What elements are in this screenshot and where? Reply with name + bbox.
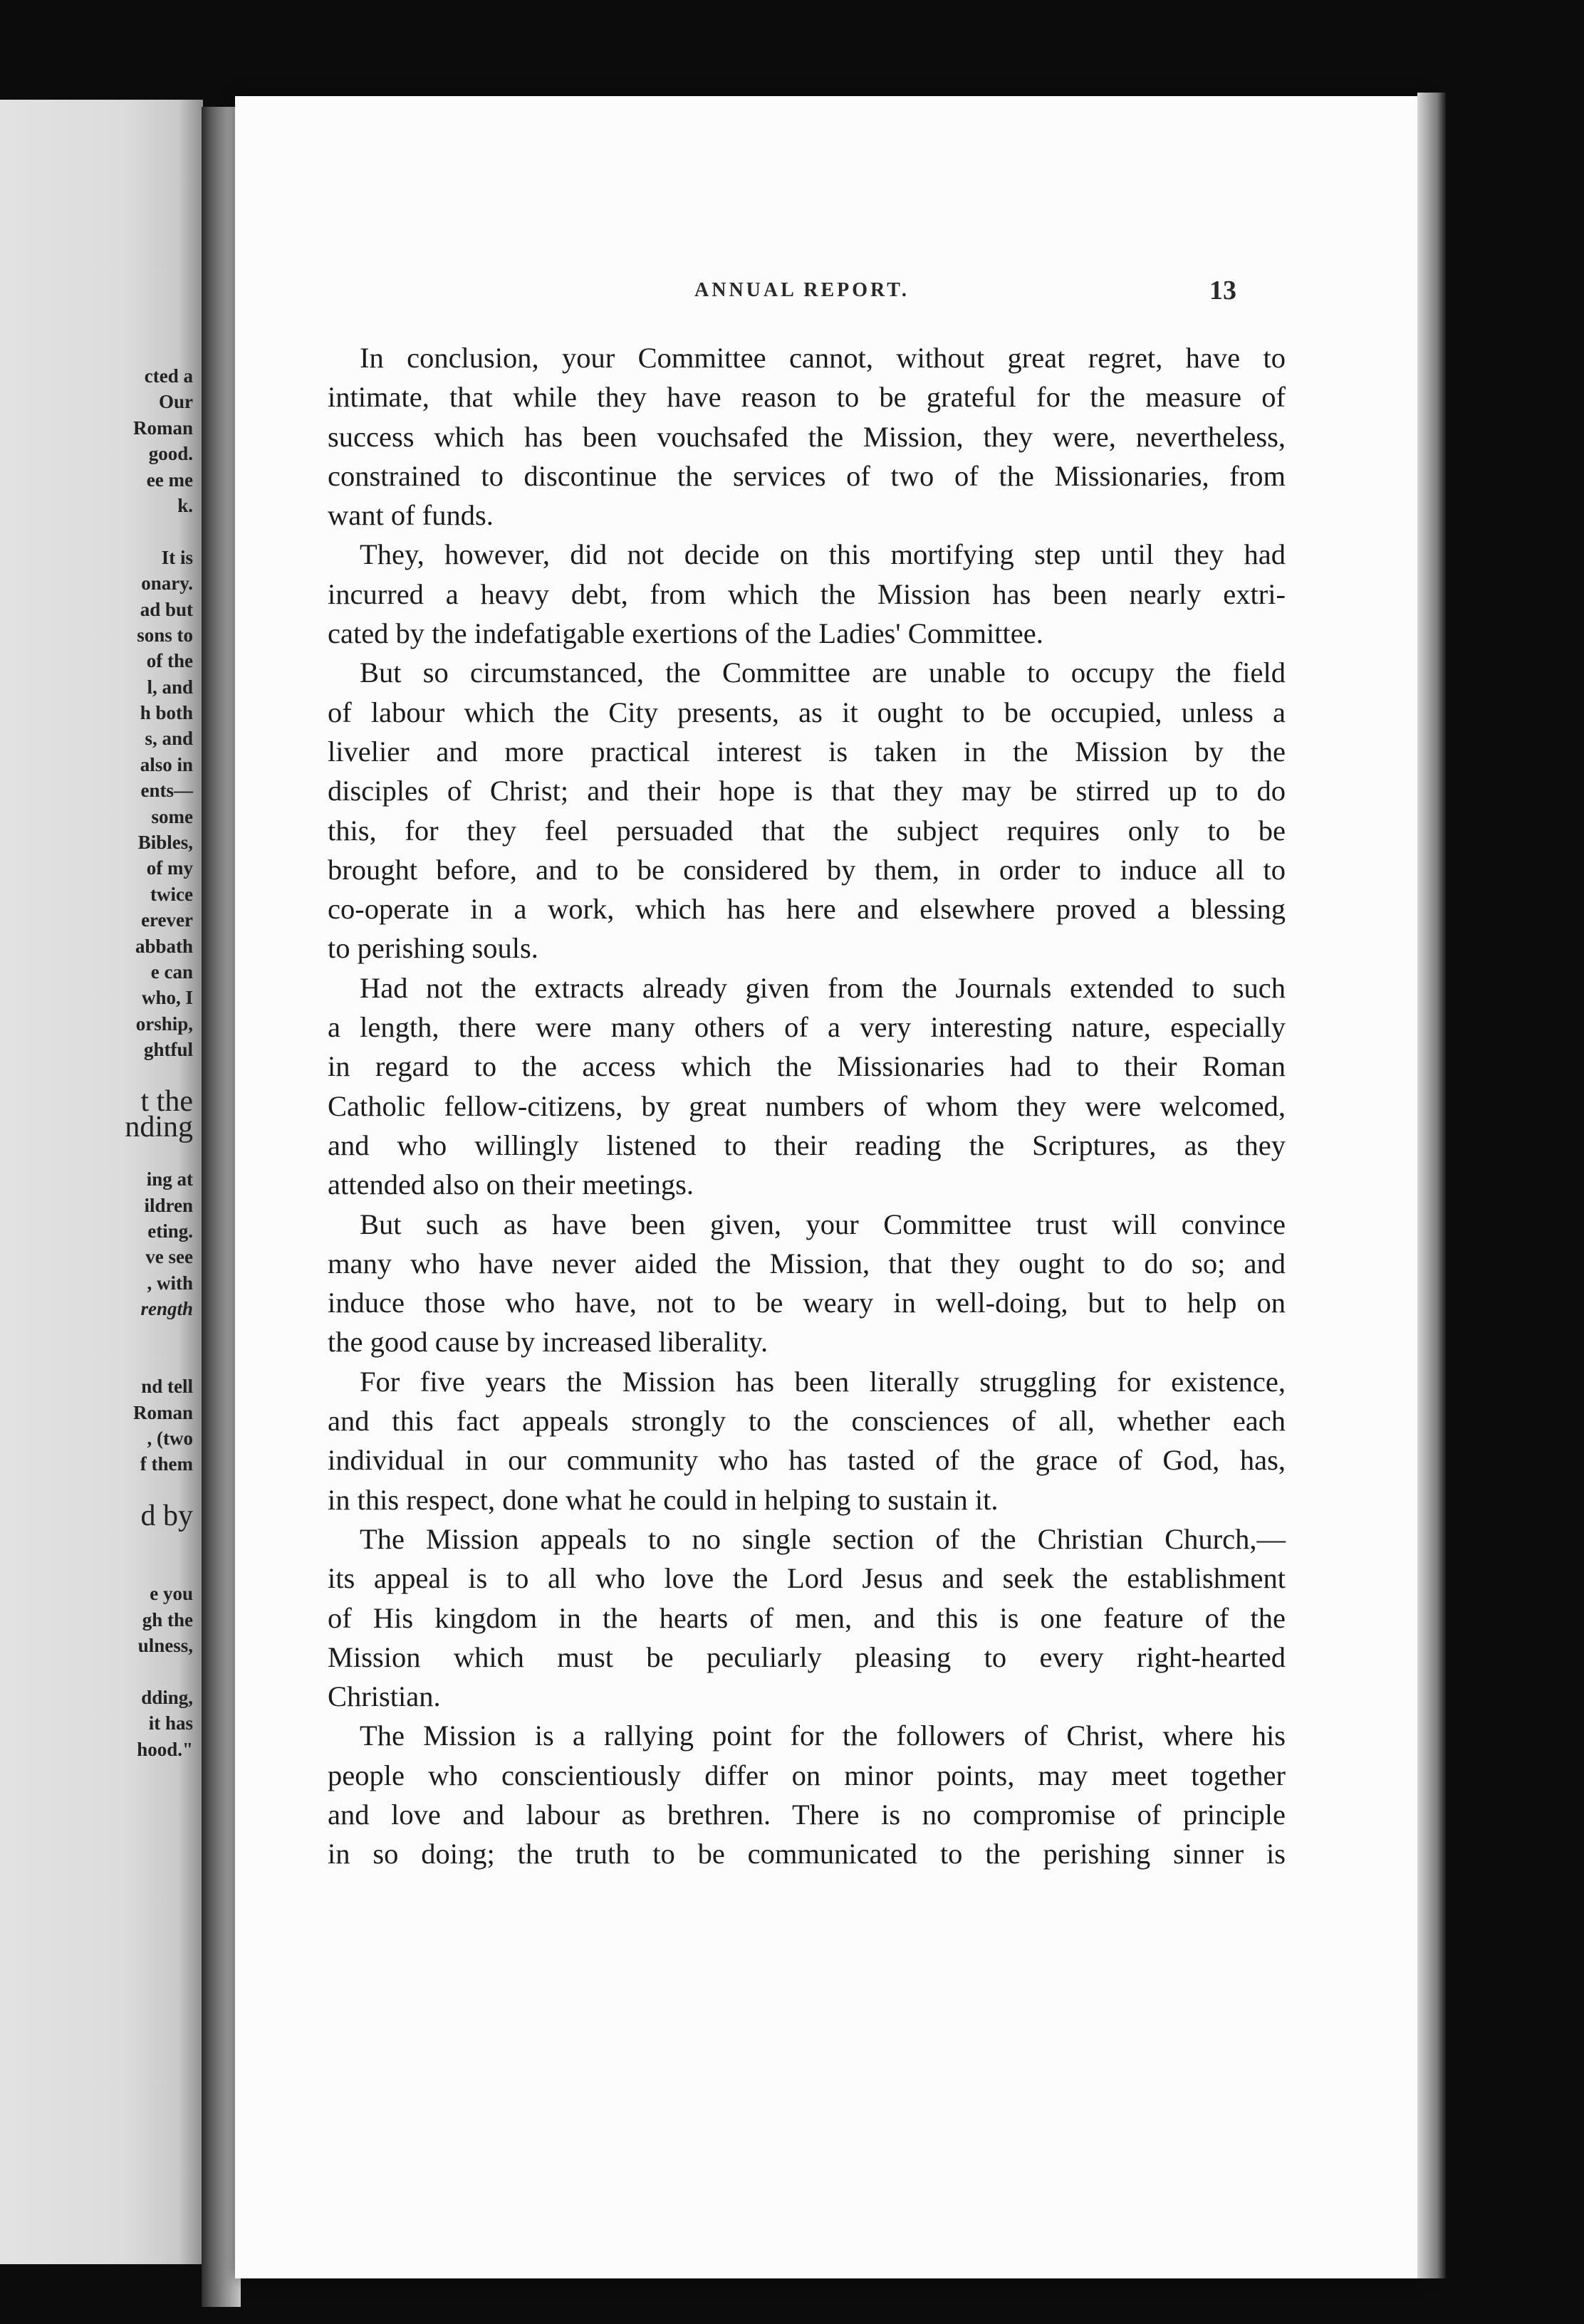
text-line: this, for they feel persuaded that the subject requires only to be bbox=[328, 814, 1286, 847]
text-line: The Mission is a rallying point for the followers of Christ, where his bbox=[360, 1720, 1286, 1752]
previous-page-fragment: orship, bbox=[135, 1012, 193, 1035]
text-line: intimate, that while they have reason to be grateful for the measure of bbox=[328, 381, 1286, 414]
text-line: livelier and more practical interest is taken in the Mission by the bbox=[328, 735, 1286, 768]
text-line: constrained to discontinue the services of two of the Missionaries, from bbox=[328, 459, 1286, 492]
text-line: cated by the indefatigable exertions of the Ladies' Committee. bbox=[328, 617, 1043, 650]
text-line: the good cause by increased liberality. bbox=[328, 1326, 768, 1359]
previous-page-fragment: ents— bbox=[140, 780, 193, 802]
paragraph bbox=[328, 653, 1286, 968]
text-line: and who willingly listened to their reading the Scriptures, as they bbox=[328, 1129, 1286, 1161]
previous-page-fragment: of my bbox=[146, 857, 193, 879]
previous-page-edge bbox=[0, 100, 203, 2264]
page-number: 13 bbox=[1209, 276, 1236, 305]
paragraph bbox=[328, 968, 1286, 1205]
previous-page-fragment: nd tell bbox=[141, 1376, 193, 1398]
text-line: But so circumstanced, the Committee are unable to occupy the field bbox=[360, 656, 1286, 689]
previous-page-fragment: It is bbox=[161, 546, 193, 568]
previous-page-fragment: cted a bbox=[144, 365, 193, 387]
text-line: a length, there were many others of a very interesting nature, especially bbox=[328, 1011, 1286, 1044]
previous-page-fragment: ghtful bbox=[143, 1039, 193, 1061]
previous-page-fragment: gh the bbox=[142, 1608, 193, 1631]
text-line: and love and labour as brethren. There is no compromise of principle bbox=[328, 1798, 1286, 1831]
paragraph bbox=[328, 1205, 1286, 1362]
previous-page-fragment: , (two bbox=[147, 1428, 193, 1450]
previous-page-fragment: twice bbox=[150, 883, 193, 905]
text-line: of His kingdom in the hearts of men, and this is one feature of the bbox=[328, 1601, 1286, 1634]
text-line: people who conscientiously differ on minor points, may meet together bbox=[328, 1759, 1286, 1791]
previous-page-fragment: d by bbox=[140, 1499, 193, 1533]
previous-page-fragment: nding bbox=[125, 1111, 193, 1144]
text-line: and this fact appeals strongly to the consciences of all, whether each bbox=[328, 1405, 1286, 1438]
text-line: in regard to the access which the Missionaries had to their Roman bbox=[328, 1050, 1286, 1083]
previous-page-fragment: hood." bbox=[137, 1738, 193, 1760]
previous-page-fragment: eting. bbox=[147, 1220, 193, 1242]
previous-page-fragment: dding, bbox=[141, 1686, 193, 1708]
previous-page-fragment: also in bbox=[140, 753, 193, 775]
paragraph bbox=[328, 1716, 1286, 1873]
previous-page-fragment: e can bbox=[150, 961, 193, 983]
text-line: many who have never aided the Mission, that they ought to do so; and bbox=[328, 1247, 1286, 1279]
previous-page-fragment: good. bbox=[148, 443, 193, 465]
previous-page-fragment: f them bbox=[140, 1453, 193, 1475]
text-line: The Mission appeals to no single section of the Christian Church,— bbox=[360, 1522, 1286, 1555]
previous-page-fragment: who, I bbox=[141, 987, 193, 1009]
previous-page-fragment: e you bbox=[150, 1583, 193, 1605]
previous-page-fragment: s, and bbox=[145, 728, 193, 750]
previous-page-fragment bbox=[79, 1321, 193, 1347]
previous-page-fragment bbox=[79, 1529, 193, 1555]
previous-page-fragment bbox=[79, 1555, 193, 1581]
previous-page-fragment: rength bbox=[140, 1298, 193, 1320]
previous-page-fragment: it has bbox=[148, 1712, 193, 1734]
previous-page-fragment: ing at bbox=[146, 1168, 193, 1190]
text-line: in this respect, done what he could in helping to sustain it. bbox=[328, 1483, 999, 1516]
paragraph bbox=[328, 338, 1286, 535]
previous-page-fragment: k. bbox=[177, 494, 193, 516]
text-line: to perishing souls. bbox=[328, 932, 538, 965]
previous-page-fragment: ulness, bbox=[137, 1635, 193, 1657]
previous-page-fragment: t the bbox=[140, 1084, 193, 1118]
text-line: For five years the Mission has been literally struggling for existence, bbox=[360, 1365, 1286, 1398]
previous-page-fragment bbox=[79, 518, 193, 544]
text-line: induce those who have, not to be weary in well-doing, but to help on bbox=[328, 1287, 1286, 1319]
previous-page-fragment: Roman bbox=[132, 417, 193, 439]
text-line: Catholic fellow-citizens, by great numbers of whom they were welcomed, bbox=[328, 1089, 1286, 1122]
previous-page-fragment: some bbox=[151, 805, 193, 827]
text-line: Mission which must be peculiarly pleasing to every right-hearted bbox=[328, 1640, 1286, 1673]
text-line: its appeal is to all who love the Lord Jesus and seek the establishment bbox=[328, 1562, 1286, 1595]
previous-page-fragment: Roman bbox=[132, 1401, 193, 1423]
previous-page-fragment: ad but bbox=[140, 598, 193, 620]
paragraph bbox=[328, 1519, 1286, 1716]
previous-page-fragment: h both bbox=[140, 702, 193, 724]
previous-page-fragment: ildren bbox=[144, 1194, 193, 1216]
text-line: incurred a heavy debt, from which the Mission has been nearly extri- bbox=[328, 577, 1286, 610]
previous-page-fragment: ee me bbox=[146, 469, 193, 491]
text-line: Had not the extracts already given from the Journals extended to such bbox=[360, 971, 1286, 1004]
previous-page-fragment: ve see bbox=[145, 1246, 193, 1268]
page-body-text bbox=[328, 338, 1286, 1874]
text-line: In conclusion, your Committee cannot, without great regret, have to bbox=[360, 342, 1286, 374]
paragraph bbox=[328, 535, 1286, 653]
text-line: attended also on their meetings. bbox=[328, 1168, 694, 1201]
previous-page-fragment: Our bbox=[158, 391, 193, 413]
text-line: disciples of Christ; and their hope is that they may be stirred up to do bbox=[328, 775, 1286, 807]
previous-page-fragment: , with bbox=[147, 1272, 193, 1294]
previous-page-fragment: of the bbox=[146, 650, 193, 672]
text-line: of labour which the City presents, as it ought to be occupied, unless a bbox=[328, 696, 1286, 728]
text-line: But such as have been given, your Committee trust will convince bbox=[360, 1208, 1286, 1240]
text-line: Christian. bbox=[328, 1680, 441, 1713]
text-line: in so doing; the truth to be communicated to the perishing sinner is bbox=[328, 1838, 1286, 1870]
previous-page-fragment: l, and bbox=[147, 676, 193, 698]
text-line: They, however, did not decide on this mortifying step until they had bbox=[360, 538, 1286, 571]
previous-page-fragment: abbath bbox=[135, 935, 193, 957]
text-line: success which has been vouchsafed the Mission, they were, nevertheless, bbox=[328, 420, 1286, 453]
text-line: co-operate in a work, which has here and elsewhere proved a blessing bbox=[328, 893, 1286, 926]
previous-page-fragment bbox=[79, 1141, 193, 1166]
page-edge-shadow bbox=[1417, 93, 1446, 2278]
text-line: want of funds. bbox=[328, 499, 494, 532]
previous-page-fragment: sons to bbox=[137, 624, 193, 646]
previous-page-fragment: erever bbox=[141, 909, 193, 931]
running-head: ANNUAL REPORT. bbox=[694, 279, 910, 301]
previous-page-fragment bbox=[79, 1348, 193, 1373]
text-line: brought before, and to be considered by them, in order to induce all to bbox=[328, 853, 1286, 886]
previous-page-fragment: onary. bbox=[141, 572, 193, 595]
previous-page-fragment: Bibles, bbox=[137, 832, 193, 854]
paragraph bbox=[328, 1362, 1286, 1519]
previous-page-text-fragments bbox=[79, 363, 193, 1762]
text-line: individual in our community who has tasted of the grace of God, has, bbox=[328, 1444, 1286, 1477]
previous-page-fragment bbox=[79, 1659, 193, 1685]
